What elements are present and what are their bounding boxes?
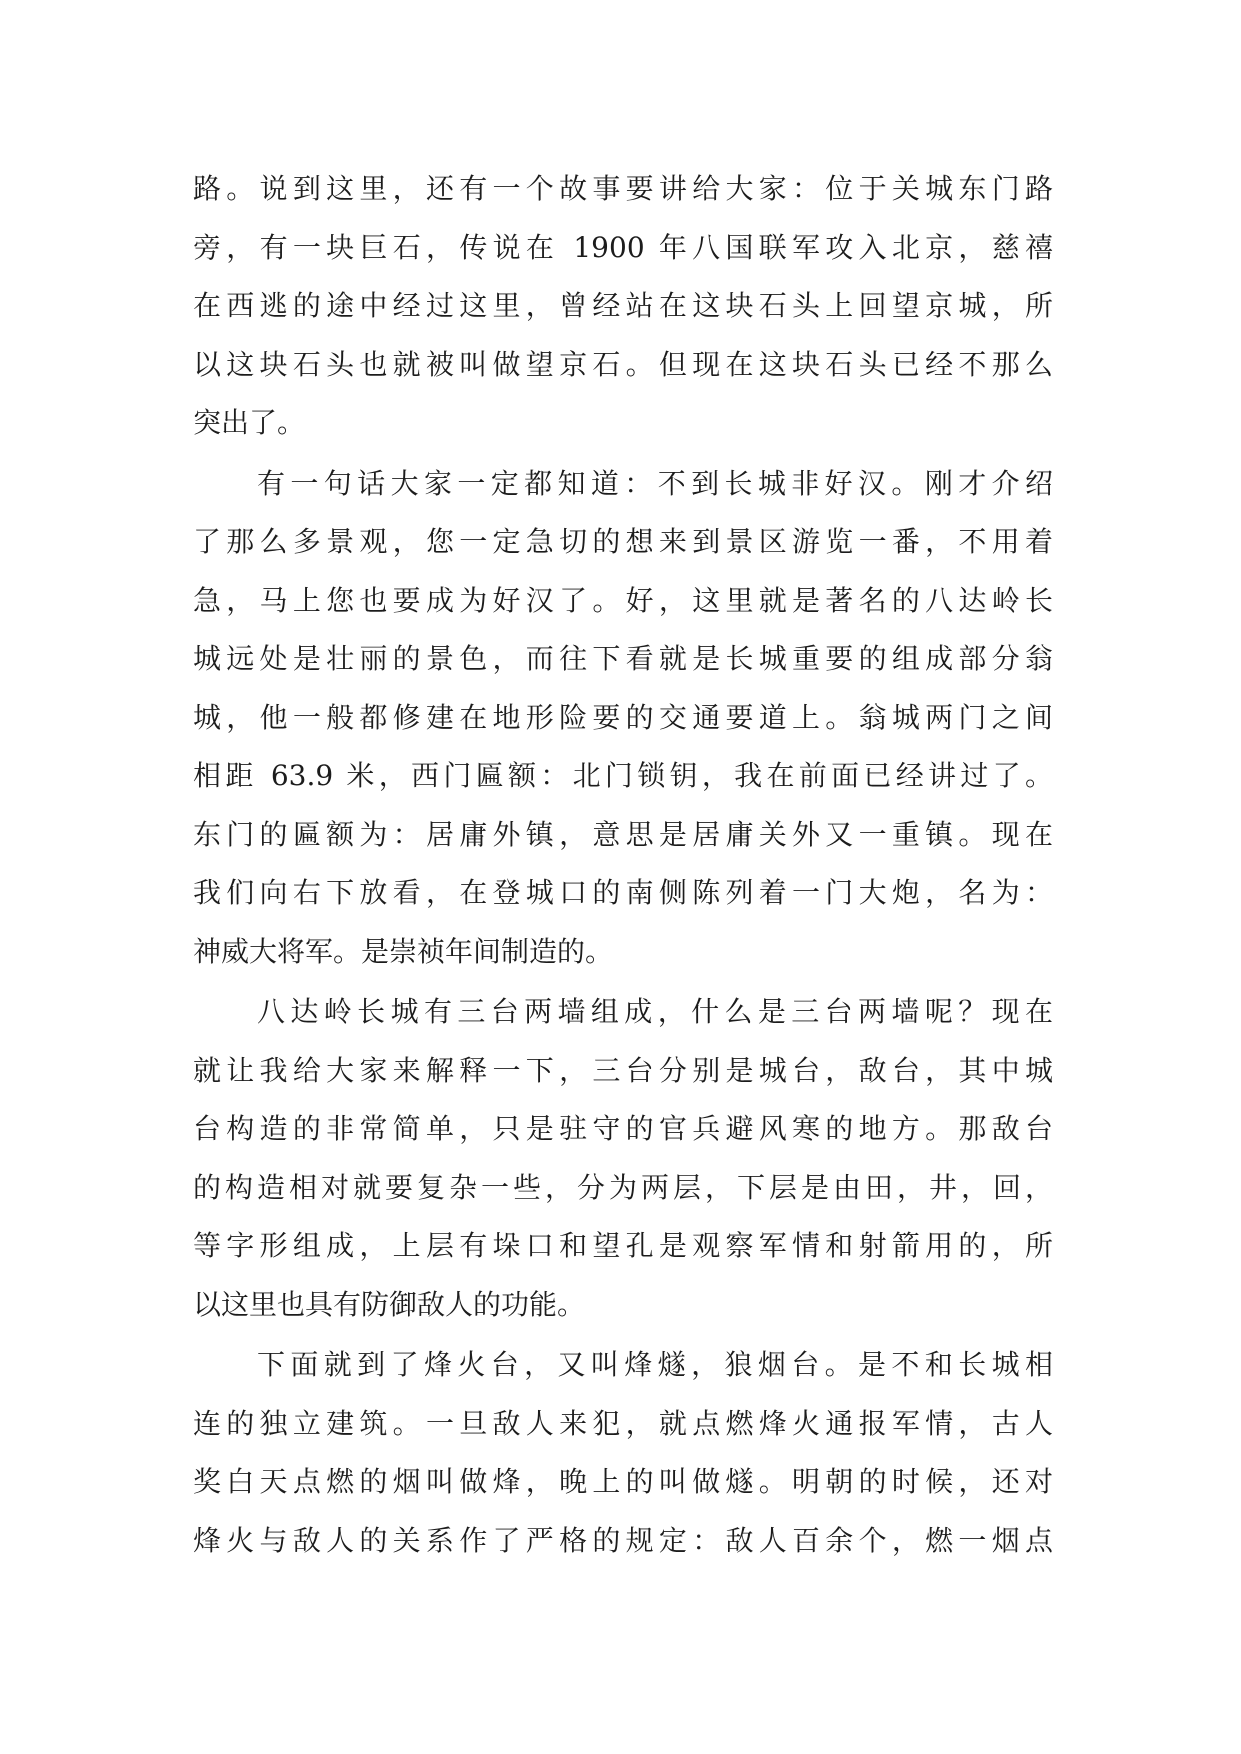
paragraph-first-line: 有一句话大家一定都知道：不到长城非好汉。刚才介绍: [257, 466, 1053, 500]
text-line: 就让我给大家来解释一下，三台分别是城台，敌台，其中城: [193, 1053, 1053, 1087]
paragraph-first-line: 八达岭长城有三台两墙组成，什么是三台两墙呢？现在: [257, 995, 1053, 1028]
text-line: 急，马上您也要成为好汉了。好，这里就是著名的八达岭长: [193, 583, 1053, 617]
text-line: 等字形组成，上层有垛口和望孔是观察军情和射箭用的，所: [193, 1229, 1053, 1262]
text-line: 城，他一般都修建在地形险要的交通要道上。翁城两门之间: [193, 700, 1053, 734]
text-line: 东门的匾额为：居庸外镇，意思是居庸关外又一重镇。现在: [193, 817, 1053, 851]
text-line: 以这块石头也就被叫做望京石。但现在这块石头已经不那么: [193, 347, 1053, 381]
text-line: 奖白天点燃的烟叫做烽，晚上的叫做燧。明朝的时候，还对: [193, 1465, 1053, 1498]
text-line: 以这里也具有防御敌人的功能。: [193, 1287, 586, 1321]
text-line: 台构造的非常简单，只是驻守的官兵避风寒的地方。那敌台: [193, 1112, 1053, 1145]
text-line: 了那么多景观，您一定急切的想来到景区游览一番，不用着: [193, 525, 1053, 558]
text-line: 突出了。: [193, 406, 306, 439]
text-line: 路。说到这里，还有一个故事要讲给大家：位于关城东门路: [193, 172, 1053, 205]
paragraph-first-line: 下面就到了烽火台，又叫烽燧，狼烟台。是不和长城相: [257, 1348, 1053, 1381]
text-line: 的构造相对就要复杂一些，分为两层，下层是由田，井，回，: [193, 1170, 1053, 1204]
text-line: 在西逃的途中经过这里，曾经站在这块石头上回望京城，所: [193, 289, 1053, 322]
text-line: 城远处是壮丽的景色，而往下看就是长城重要的组成部分翁: [193, 642, 1053, 675]
body-text: [193, 160, 1053, 1570]
text-line: 烽火与敌人的关系作了严格的规定：敌人百余个，燃一烟点: [193, 1523, 1053, 1557]
text-line: 旁，有一块巨石，传说在 1900 年八国联军攻入北京，慈禧: [193, 230, 1053, 264]
text-line: 神威大将军。是崇祯年间制造的。: [193, 934, 614, 968]
text-line: 连的独立建筑。一旦敌人来犯，就点燃烽火通报军情，古人: [193, 1406, 1053, 1440]
text-line: 相距 63.9 米，西门匾额：北门锁钥，我在前面已经讲过了。: [193, 759, 1053, 792]
text-line: 我们向右下放看，在登城口的南侧陈列着一门大炮，名为：: [193, 876, 1053, 909]
